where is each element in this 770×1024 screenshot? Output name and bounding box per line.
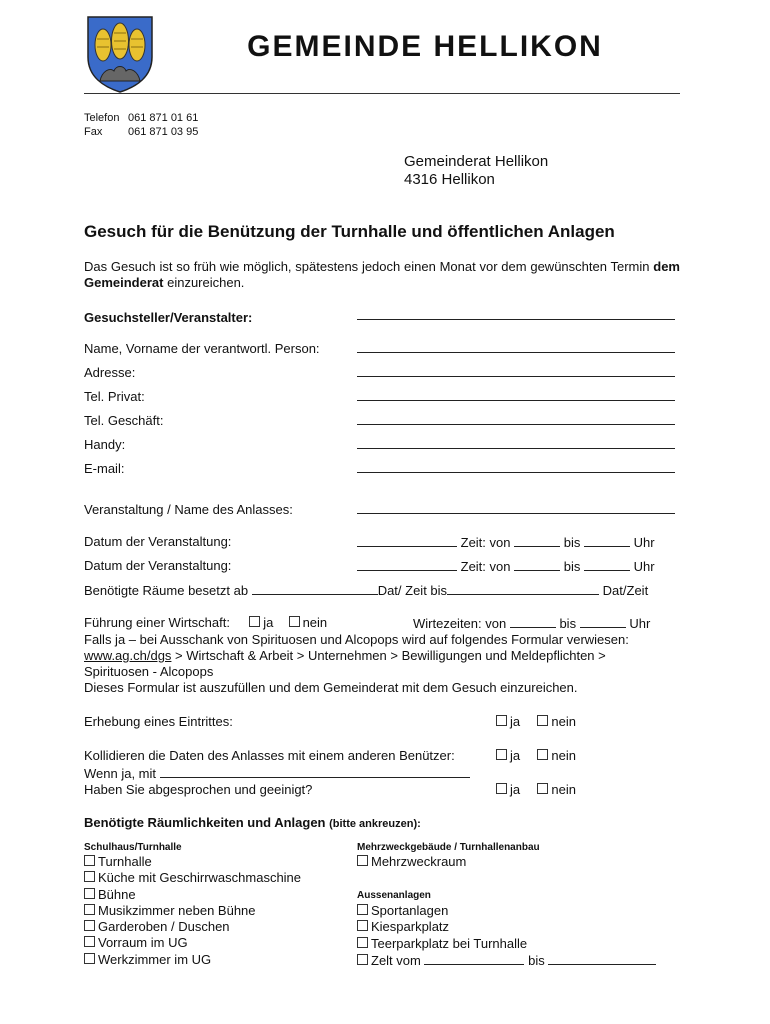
entry-fee-no-checkbox[interactable]	[537, 715, 548, 726]
list-item[interactable]: Garderoben / Duschen	[84, 919, 301, 935]
conflict-label: Kollidieren die Daten des Anlasses mit einem anderen Benützer:	[84, 748, 455, 763]
rooms-until-input[interactable]	[447, 582, 599, 595]
tent-from-input[interactable]	[424, 952, 524, 965]
no-label: nein	[551, 782, 576, 797]
event-name-input-line[interactable]	[357, 513, 675, 514]
entry-fee-label: Erhebung eines Eintrittes:	[84, 714, 233, 729]
entry-fee-options	[496, 714, 576, 729]
agreed-yes-checkbox[interactable]	[496, 783, 507, 794]
facility-checkbox[interactable]	[357, 937, 368, 948]
rooms-occupied-row	[84, 582, 648, 598]
uhr-label: Uhr	[633, 559, 655, 574]
header-divider	[84, 93, 680, 94]
event-name-label: Veranstaltung / Name des Anlasses:	[84, 502, 293, 517]
intro-text	[84, 259, 680, 291]
uhr-label: Uhr	[633, 535, 655, 550]
email-label: E-mail:	[84, 461, 125, 476]
tel-business-input-line[interactable]	[357, 424, 675, 425]
list-item[interactable]: Bühne	[84, 887, 301, 903]
room-checkbox[interactable]	[84, 920, 95, 931]
mobile-label: Handy:	[84, 437, 126, 452]
yes-label: ja	[510, 714, 521, 729]
bis-label: bis	[563, 535, 581, 550]
room-checkbox[interactable]	[84, 855, 95, 866]
conflict-yes-checkbox[interactable]	[496, 749, 507, 760]
time-to-input-1[interactable]	[584, 534, 630, 547]
conflict-no-checkbox[interactable]	[537, 749, 548, 760]
time-to-input-2[interactable]	[584, 558, 630, 571]
recipient-line-1: Gemeinderat Hellikon	[404, 153, 549, 170]
catering-note-2	[84, 648, 606, 663]
room-checkbox[interactable]	[84, 888, 95, 899]
no-label: nein	[551, 714, 576, 729]
intro-part-2: einzureichen.	[163, 275, 245, 290]
contact-block	[84, 111, 198, 139]
list-item[interactable]: Küche mit Geschirrwaschmaschine	[84, 870, 301, 886]
time-from-input-2[interactable]	[514, 558, 560, 571]
room-checkbox[interactable]	[84, 871, 95, 882]
time-from-input-1[interactable]	[514, 534, 560, 547]
date-time-until-label: Dat/ Zeit bis	[377, 583, 448, 598]
list-item[interactable]: Sportanlagen	[357, 903, 656, 919]
agreed-options	[496, 782, 576, 797]
intro-part-1: Das Gesuch ist so früh wie möglich, spätestens jedoch einen Monat vor dem gewünschten Termin	[84, 259, 654, 274]
event-date-label-2: Datum der Veranstaltung:	[84, 558, 232, 573]
date-input-2[interactable]	[357, 558, 457, 571]
bis-label: bis	[559, 616, 577, 631]
school-list	[84, 854, 301, 968]
catering-label: Führung einer Wirtschaft:	[84, 615, 230, 630]
tent-until-input[interactable]	[548, 952, 656, 965]
list-item[interactable]: Turnhalle	[84, 854, 301, 870]
address-input-line[interactable]	[357, 376, 675, 377]
catering-note-1: Falls ja – bei Ausschank von Spirituosen und Alcopops wird auf folgendes Formular verwiesen:	[84, 632, 629, 647]
address-label: Adresse:	[84, 365, 136, 380]
conflict-with-row	[84, 765, 470, 781]
catering-no-label: nein	[302, 615, 328, 630]
catering-hours-row	[413, 615, 650, 631]
tel-private-input-line[interactable]	[357, 400, 675, 401]
applicant-input-line[interactable]	[357, 319, 675, 320]
catering-row	[84, 615, 327, 630]
catering-hours-from-input[interactable]	[510, 615, 556, 628]
tel-business-label: Tel. Geschäft:	[84, 413, 164, 428]
list-item[interactable]: Kiesparkplatz	[357, 919, 656, 935]
entry-fee-yes-checkbox[interactable]	[496, 715, 507, 726]
catering-note-3: Spirituosen - Alcopops	[84, 664, 214, 679]
event-date-label-1: Datum der Veranstaltung:	[84, 534, 232, 549]
conflict-options	[496, 748, 576, 763]
applicant-label: Gesuchsteller/Veranstalter:	[84, 310, 253, 325]
room-checkbox[interactable]	[357, 855, 368, 866]
multipurpose-heading: Mehrzweckgebäude / Turnhallenanbau	[357, 842, 540, 853]
municipality-title: GEMEINDE HELLIKON	[247, 30, 603, 63]
name-label: Name, Vorname der verantwortl. Person:	[84, 341, 320, 356]
recipient-line-2: 4316 Hellikon	[404, 171, 495, 188]
facility-checkbox[interactable]	[357, 920, 368, 931]
multipurpose-list	[357, 854, 466, 870]
school-heading: Schulhaus/Turnhalle	[84, 842, 182, 853]
tent-from-label: Zelt vom	[371, 952, 421, 968]
room-checkbox[interactable]	[84, 953, 95, 964]
fax-number: 061 871 03 95	[128, 126, 199, 138]
date-time-label: Dat/Zeit	[602, 583, 649, 598]
uhr-label: Uhr	[629, 616, 651, 631]
intro-bold: dem Gemeinderat	[84, 259, 680, 290]
recipient-address	[404, 153, 548, 189]
form-heading: Gesuch für die Benützung der Turnhalle und öffentlichen Anlagen	[84, 222, 615, 241]
list-item[interactable]: Teerparkplatz bei Turnhalle	[357, 936, 656, 952]
room-checkbox[interactable]	[84, 904, 95, 915]
catering-path: > Wirtschaft & Arbeit > Unternehmen > Bewilligungen und Meldepflichten >	[171, 648, 606, 663]
conflict-with-label: Wenn ja, mit	[84, 766, 157, 781]
list-item[interactable]: Mehrzweckraum	[357, 854, 466, 870]
catering-note-4: Dieses Formular ist auszufüllen und dem Gemeinderat mit dem Gesuch einzureichen.	[84, 680, 578, 695]
outdoor-list	[357, 903, 656, 969]
rooms-heading	[84, 815, 421, 830]
rooms-from-input[interactable]	[252, 582, 378, 595]
phone-number: 061 871 01 61	[128, 112, 199, 124]
tent-bis-label: bis	[528, 952, 545, 968]
catering-hours-label: Wirtezeiten: von	[413, 616, 507, 631]
catering-no-checkbox[interactable]	[289, 616, 300, 627]
name-input-line[interactable]	[357, 352, 675, 353]
list-item[interactable]	[357, 952, 656, 969]
list-item[interactable]: Musikzimmer neben Bühne	[84, 903, 301, 919]
yes-label: ja	[510, 748, 521, 763]
rooms-note: (bitte ankreuzen):	[329, 818, 421, 830]
yes-label: ja	[510, 782, 521, 797]
municipal-coat-of-arms	[86, 15, 154, 93]
catering-yes-checkbox[interactable]	[249, 616, 260, 627]
event-date-row-2	[357, 558, 655, 574]
mobile-input-line[interactable]	[357, 448, 675, 449]
fax-label: Fax	[84, 126, 103, 138]
room-checkbox[interactable]	[84, 936, 95, 947]
tent-checkbox[interactable]	[357, 954, 368, 965]
date-input-1[interactable]	[357, 534, 457, 547]
catering-hours-to-input[interactable]	[580, 615, 626, 628]
outdoor-heading: Aussenanlagen	[357, 890, 431, 901]
bis-label: bis	[563, 559, 581, 574]
rooms-heading-text: Benötigte Räumlichkeiten und Anlagen	[84, 815, 326, 830]
event-date-row-1	[357, 534, 655, 550]
rooms-from-label: Benötigte Räume besetzt ab	[84, 583, 249, 598]
time-from-label: Zeit: von	[460, 559, 511, 574]
catering-yes-label: ja	[263, 615, 274, 630]
dgs-link[interactable]: www.ag.ch/dgs	[84, 648, 172, 663]
list-item[interactable]: Vorraum im UG	[84, 935, 301, 951]
email-input-line[interactable]	[357, 472, 675, 473]
facility-checkbox[interactable]	[357, 904, 368, 915]
phone-label: Telefon	[84, 112, 120, 124]
conflict-with-input[interactable]	[160, 765, 470, 778]
agreed-no-checkbox[interactable]	[537, 783, 548, 794]
time-from-label: Zeit: von	[460, 535, 511, 550]
agreed-label: Haben Sie abgesprochen und geeinigt?	[84, 782, 313, 797]
tel-private-label: Tel. Privat:	[84, 389, 145, 404]
no-label: nein	[551, 748, 576, 763]
list-item[interactable]: Werkzimmer im UG	[84, 952, 301, 968]
